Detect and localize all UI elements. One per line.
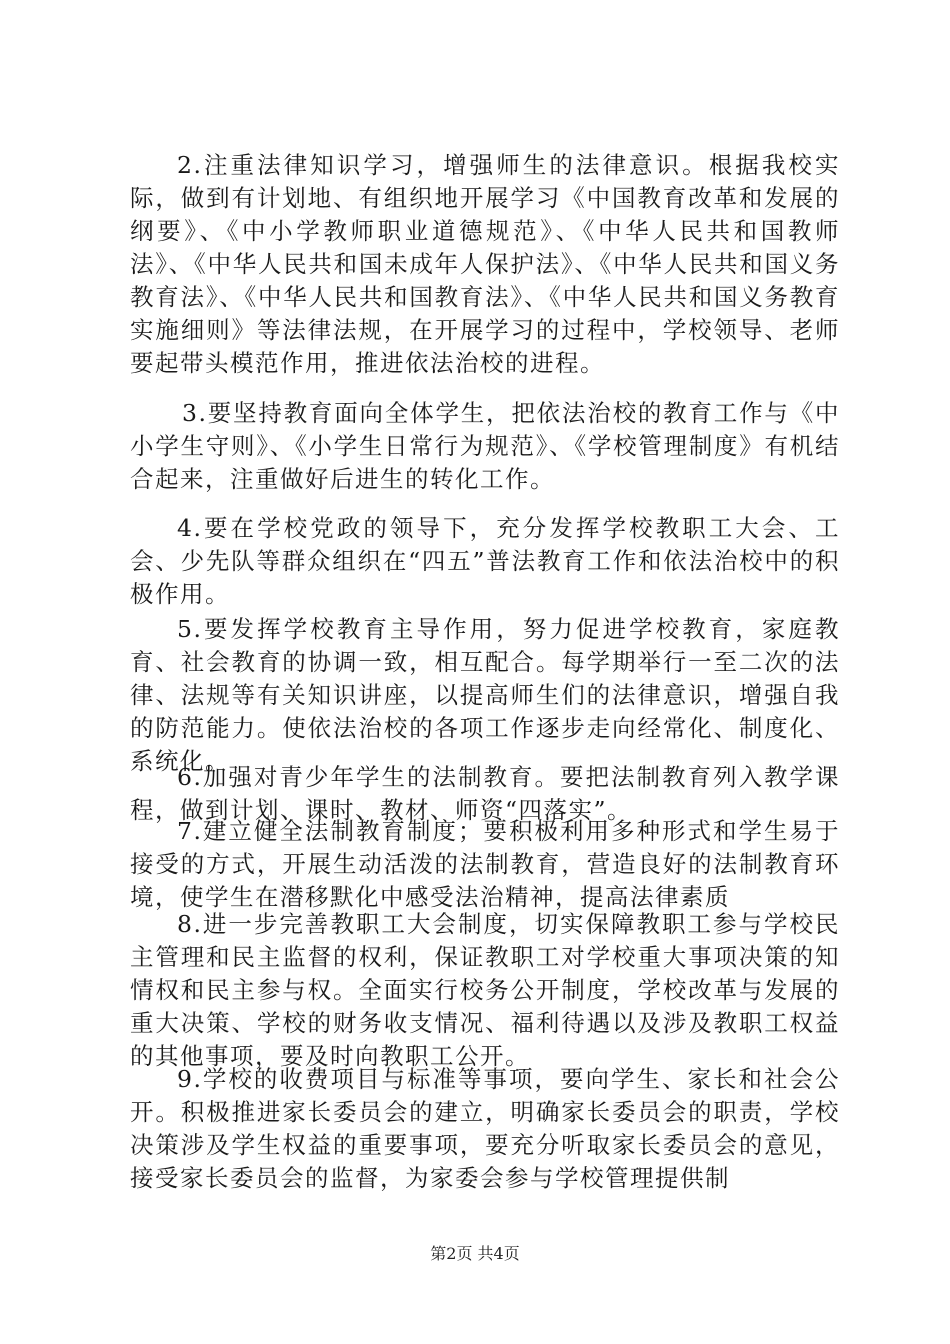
paragraph-item-5: 5.要发挥学校教育主导作用，努力促进学校教育，家庭教育、社会教育的协调一致，相互配合。每学期举行一至二次的法律、法规等有关知识讲座，以提高师生们的法律意识，增强自我的防范能力。使依法治校的各项工作逐步走向经常化、制度化、系统化。 (130, 615, 840, 775)
paragraph-item-8: 8.进一步完善教职工大会制度，切实保障教职工参与学校民主管理和民主监督的权利，保证教职工对学校重大事项决策的知情权和民主参与权。全面实行校务公开制度，学校改革与发展的重大决策、学校的财务收支情况、福利待遇以及涉及教职工权益的其他事项，要及时向教职工公开。 (130, 910, 840, 1070)
page-number-footer: 第2页 共4页 (430, 1244, 520, 1263)
paragraph-item-2: 2.注重法律知识学习，增强师生的法律意识。根据我校实际，做到有计划地、有组织地开展学习《中国教育改革和发展的纲要》、《中小学教师职业道德规范》、《中华人民共和国教师法》、《中华人民共和国未成年人保护法》、《中华人民共和国义务教育法》、《中华人民共和国教育法》、《中华人民共和国义务教育实施细则》等法律法规，在开展学习的过程中，学校领导、老师要起带头模范作用，推进依法治校的进程。 (130, 151, 840, 377)
paragraph-item-9: 9.学校的收费项目与标准等事项，要向学生、家长和社会公开。积极推进家长委员会的建立，明确家长委员会的职责，学校决策涉及学生权益的重要事项，要充分听取家长委员会的意见，接受家长委员会的监督，为家委会参与学校管理提供制 (130, 1065, 840, 1192)
paragraph-item-6: 6.加强对青少年学生的法制教育。要把法制教育列入教学课程，做到计划、课时、教材、师资“四落实”。 (130, 763, 840, 824)
paragraph-item-4: 4.要在学校党政的领导下，充分发挥学校教职工大会、工会、少先队等群众组织在“四五”普法教育工作和依法治校中的积极作用。 (130, 514, 840, 608)
paragraph-item-3: 3.要坚持教育面向全体学生，把依法治校的教育工作与《中小学生守则》、《小学生日常行为规范》、《学校管理制度》有机结合起来，注重做好后进生的转化工作。 (130, 399, 840, 493)
paragraph-item-7: 7.建立健全法制教育制度；要积极利用多种形式和学生易于接受的方式，开展生动活泼的法制教育，营造良好的法制教育环境，使学生在潜移默化中感受法治精神，提高法律素质 (130, 817, 840, 911)
